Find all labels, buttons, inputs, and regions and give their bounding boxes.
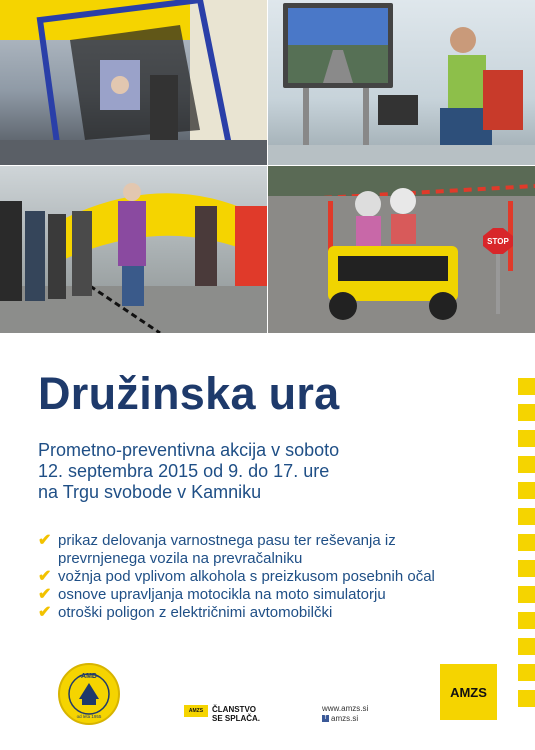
driving-simulator-illustration (268, 0, 535, 165)
activity-text: osnove upravljanja motocikla na moto simulatorju (58, 586, 386, 603)
photo-rollover-simulator (0, 0, 267, 165)
stop-sign-text: STOP (487, 237, 509, 246)
photo-driving-simulator (268, 0, 535, 165)
amd-badge-icon (60, 665, 118, 723)
checkmark-icon: ✔ (38, 568, 52, 585)
activity-text: vožnja pod vplivom alkohola s preizkusom posebnih očal (58, 568, 435, 585)
alcohol-goggles-illustration (0, 166, 267, 333)
checkmark-icon: ✔ (38, 532, 52, 549)
page-title: Družinska ura (38, 368, 340, 419)
event-details-line: na Trgu svobode v Kamniku (38, 482, 262, 502)
activity-item (38, 586, 435, 604)
amd-badge-text: AMD (81, 673, 97, 680)
activity-item (38, 532, 435, 568)
membership-slogan-line: SE SPLAČA. (212, 714, 261, 723)
facebook-link-text: amzs.si (331, 714, 359, 723)
event-details (38, 440, 339, 503)
activity-text: otroški poligon z električnimi avtomobilčki (58, 604, 333, 621)
rollover-simulator-illustration (0, 0, 267, 165)
contact-links (322, 704, 368, 724)
activity-item (38, 568, 435, 586)
facebook-icon: f (322, 715, 329, 722)
amd-badge-logo (58, 663, 120, 725)
amzs-mini-logo: AMZS (184, 705, 208, 717)
facebook-link[interactable] (322, 714, 368, 724)
membership-slogan-line: ČLANSTVO (212, 705, 256, 714)
photo-alcohol-goggles (0, 166, 267, 333)
membership-slogan (212, 705, 260, 723)
event-details-line: Prometno-preventivna akcija v soboto (38, 440, 340, 460)
checkmark-icon: ✔ (38, 604, 52, 621)
activities-list (38, 532, 435, 622)
activity-item (38, 604, 435, 622)
photo-kids-electric-car (268, 166, 535, 333)
amd-badge-year: od leta 1955 (76, 714, 102, 719)
electric-car-illustration (268, 166, 535, 333)
website-link[interactable]: www.amzs.si (322, 704, 369, 713)
event-details-line: 12. septembra 2015 od 9. do 17. ure (38, 461, 330, 481)
amzs-logo: AMZS (440, 664, 497, 720)
activity-text: prevrnjenega vozila na prevračalniku (58, 550, 303, 567)
decorative-stripes (518, 378, 535, 716)
activity-text: prikaz delovanja varnostnega pasu ter reševanja iz (58, 532, 396, 549)
photo-collage (0, 0, 535, 333)
checkmark-icon: ✔ (38, 586, 52, 603)
